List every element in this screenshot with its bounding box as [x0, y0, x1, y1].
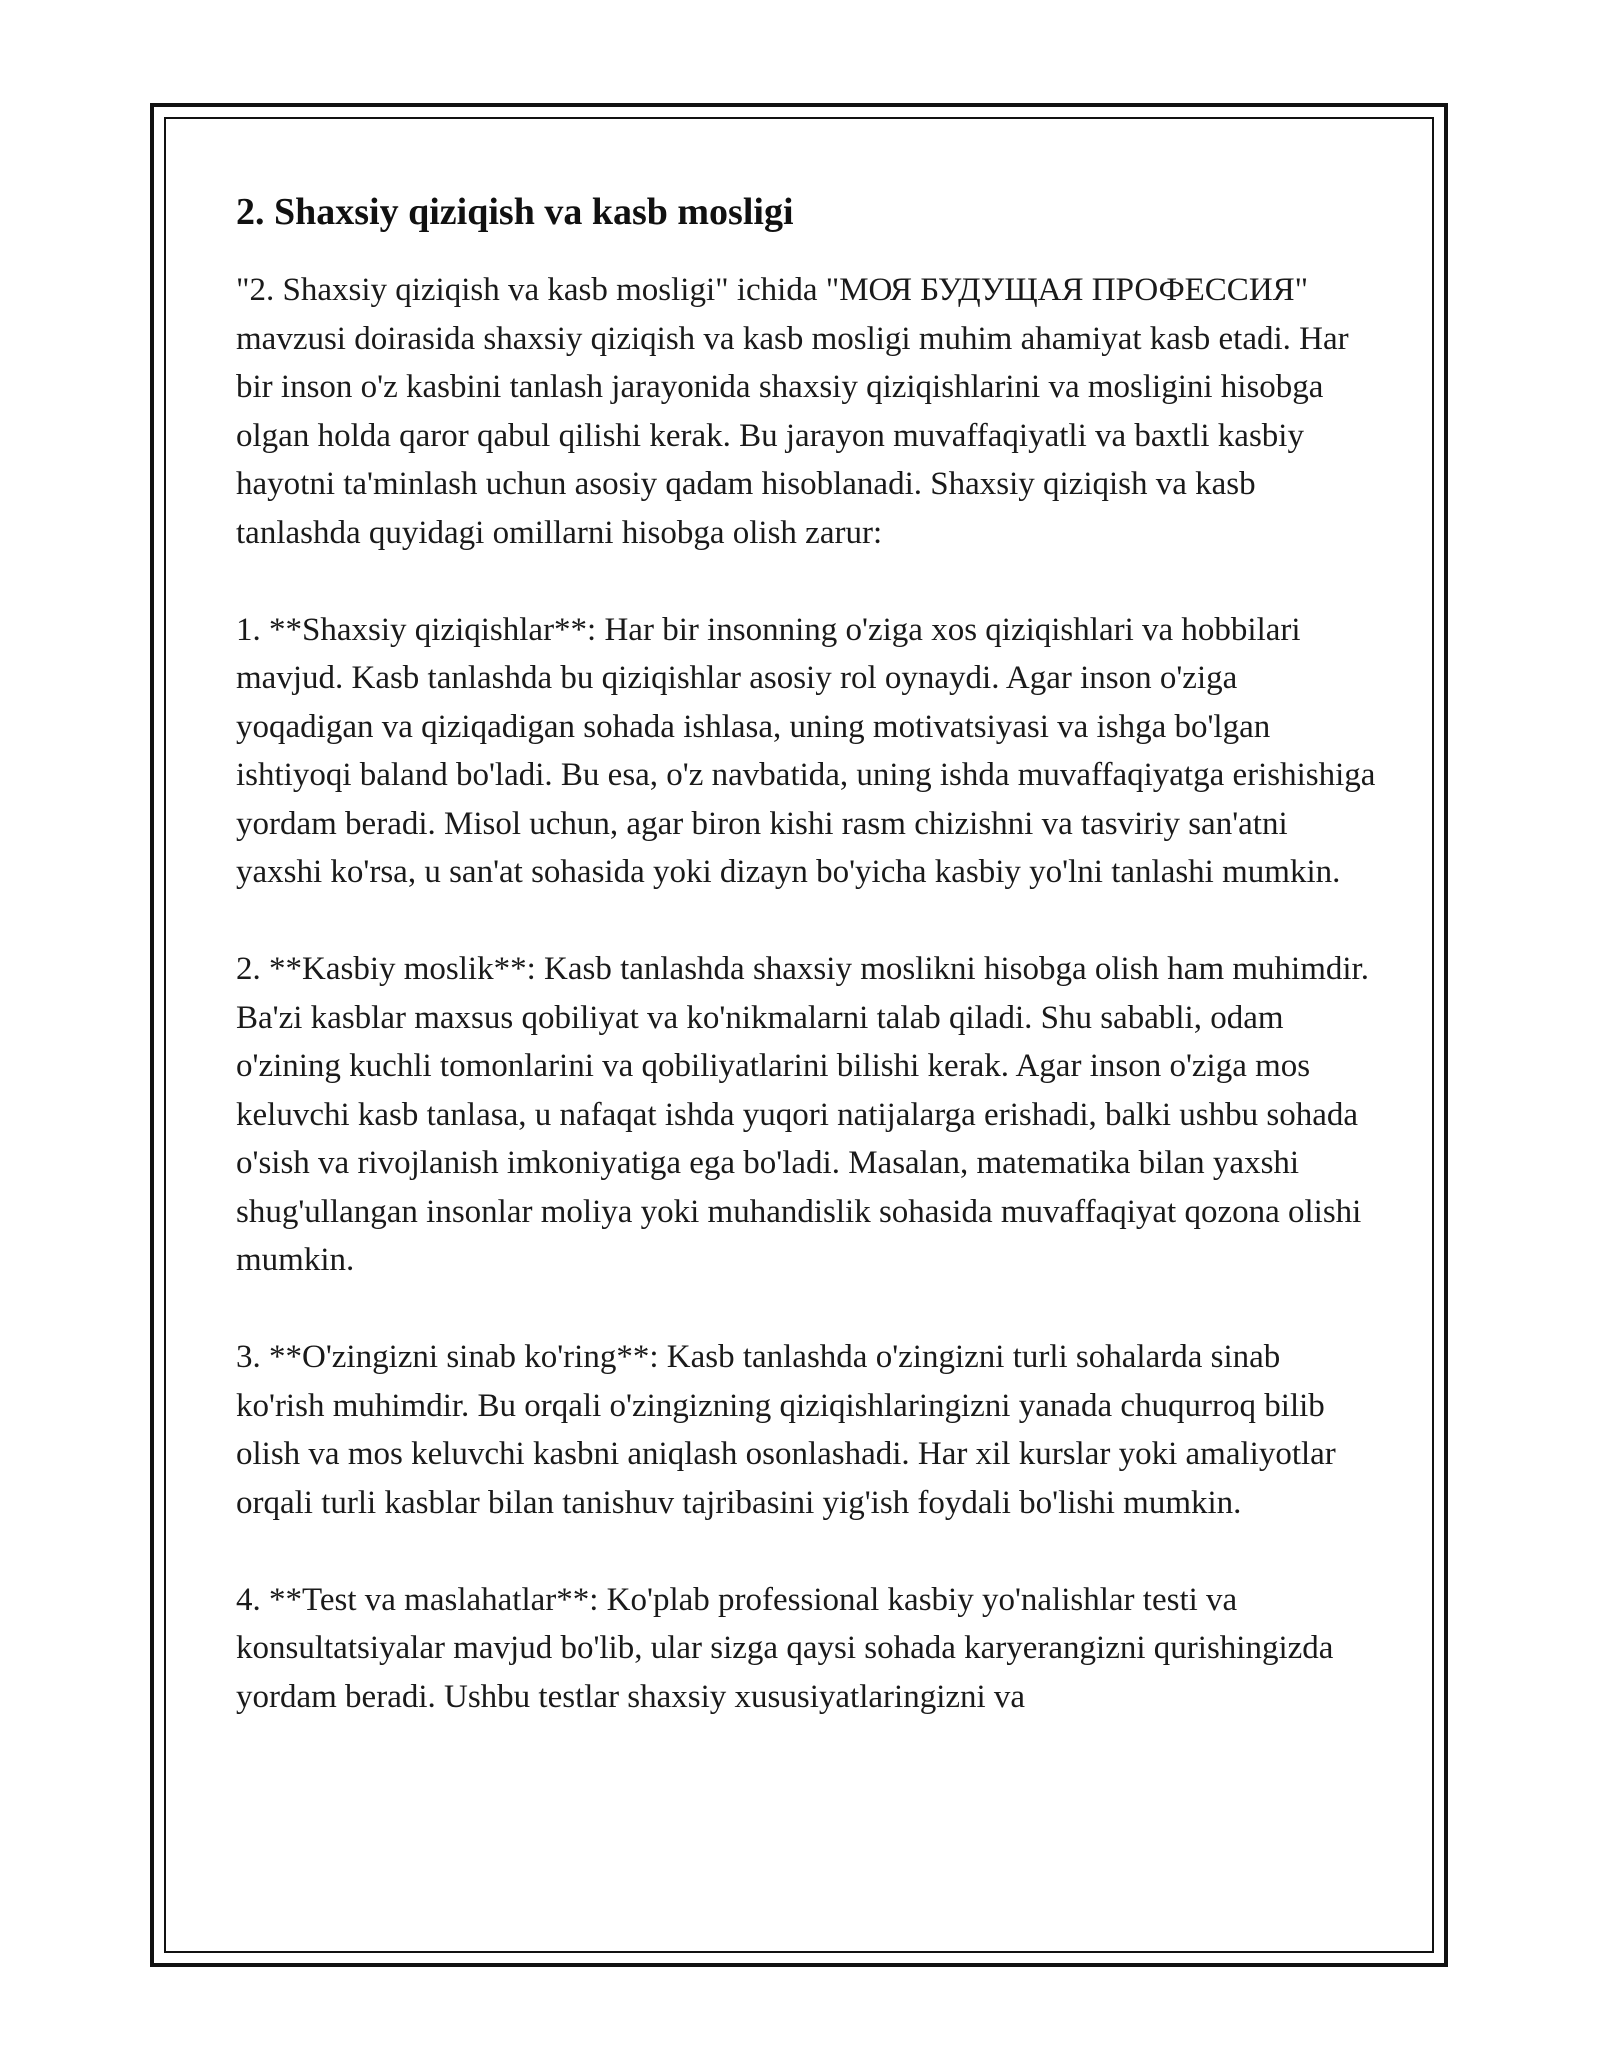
paragraph-shaxsiy-qiziqishlar: 1. **Shaxsiy qiziqishlar**: Har bir insonning o'ziga xos qiziqishlari va hobbilari mavjud. Kasb tanlashda bu qiziqishlar asosiy rol oynaydi. Agar inson o'ziga yoqadigan va qiziqadigan sohada ishlasa, uning motivatsiyasi va ishga bo'lgan ishtiyoqi baland bo'ladi. Bu esa, o'z navbatida, uning ishda muvaffaqiyatga erishishiga yordam beradi. Misol uchun, agar biron kishi rasm chizishni va tasviriy san'atni yaxshi ko'rsa, u san'at sohasida yoki dizayn bo'yicha kasbiy yo'lni tanlashi mumkin.	[236, 611, 1376, 890]
paragraph-kasbiy-moslik: 2. **Kasbiy moslik**: Kasb tanlashda shaxsiy moslikni hisobga olish ham muhimdir. Ba'zi kasblar maxsus qobiliyat va ko'nikmalarni talab qiladi. Shu sababli, odam o'zining kuchli tomonlarini va qobiliyatlarini bilishi kerak. Agar inson o'ziga mos keluvchi kasb tanlasa, u nafaqat ishda yuqori natijalarga erishadi, balki ushbu sohada o'sish va rivojlanish imkoniyatiga ega bo'ladi. Masalan, matematika bilan yaxshi shug'ullangan insonlar moliya yoki muhandislik sohasida muvaffaqiyat qozona olishi mumkin.	[236, 951, 1369, 1278]
paragraph-intro: "2. Shaxsiy qiziqish va kasb mosligi" ichida "МОЯ БУДУЩАЯ ПРОФЕССИЯ" mavzusi doirasida shaxsiy qiziqish va kasb mosligi muhim ahamiyat kasb etadi. Har bir inson o'z kasbini tanlash jarayonida shaxsiy qiziqishlarini va mosligini hisobga olgan holda qaror qabul qilishi kerak. Bu jarayon muvaffaqiyatli va baxtli kasbiy hayotni ta'minlash uchun asosiy qadam hisoblanadi. Shaxsiy qiziqish va kasb tanlashda quyidagi omillarni hisobga olish zarur:	[236, 272, 1349, 551]
paragraph-test-maslahatlar: 4. **Test va maslahatlar**: Ko'plab professional kasbiy yo'nalishlar testi va konsultatsiyalar mavjud bo'lib, ular sizga qaysi sohada karyerangizni qurishingizda yordam beradi. Ushbu testlar shaxsiy xususiyatlaringizni va	[236, 1581, 1334, 1715]
paragraph-sinab-koring: 3. **O'zingizni sinab ko'ring**: Kasb tanlashda o'zingizni turli sohalarda sinab ko'rish muhimdir. Bu orqali o'zingizning qiziqishlaringizni yanada chuqurroq bilib olish va mos keluvchi kasbni aniqlash osonlashadi. Har xil kurslar yoki amaliyotlar orqali turli kasblar bilan tanishuv tajribasini yig'ish foydali bo'lishi mumkin.	[236, 1339, 1336, 1521]
document-body	[236, 186, 1376, 1721]
page-title: 2. Shaxsiy qiziqish va kasb mosligi	[236, 191, 794, 233]
